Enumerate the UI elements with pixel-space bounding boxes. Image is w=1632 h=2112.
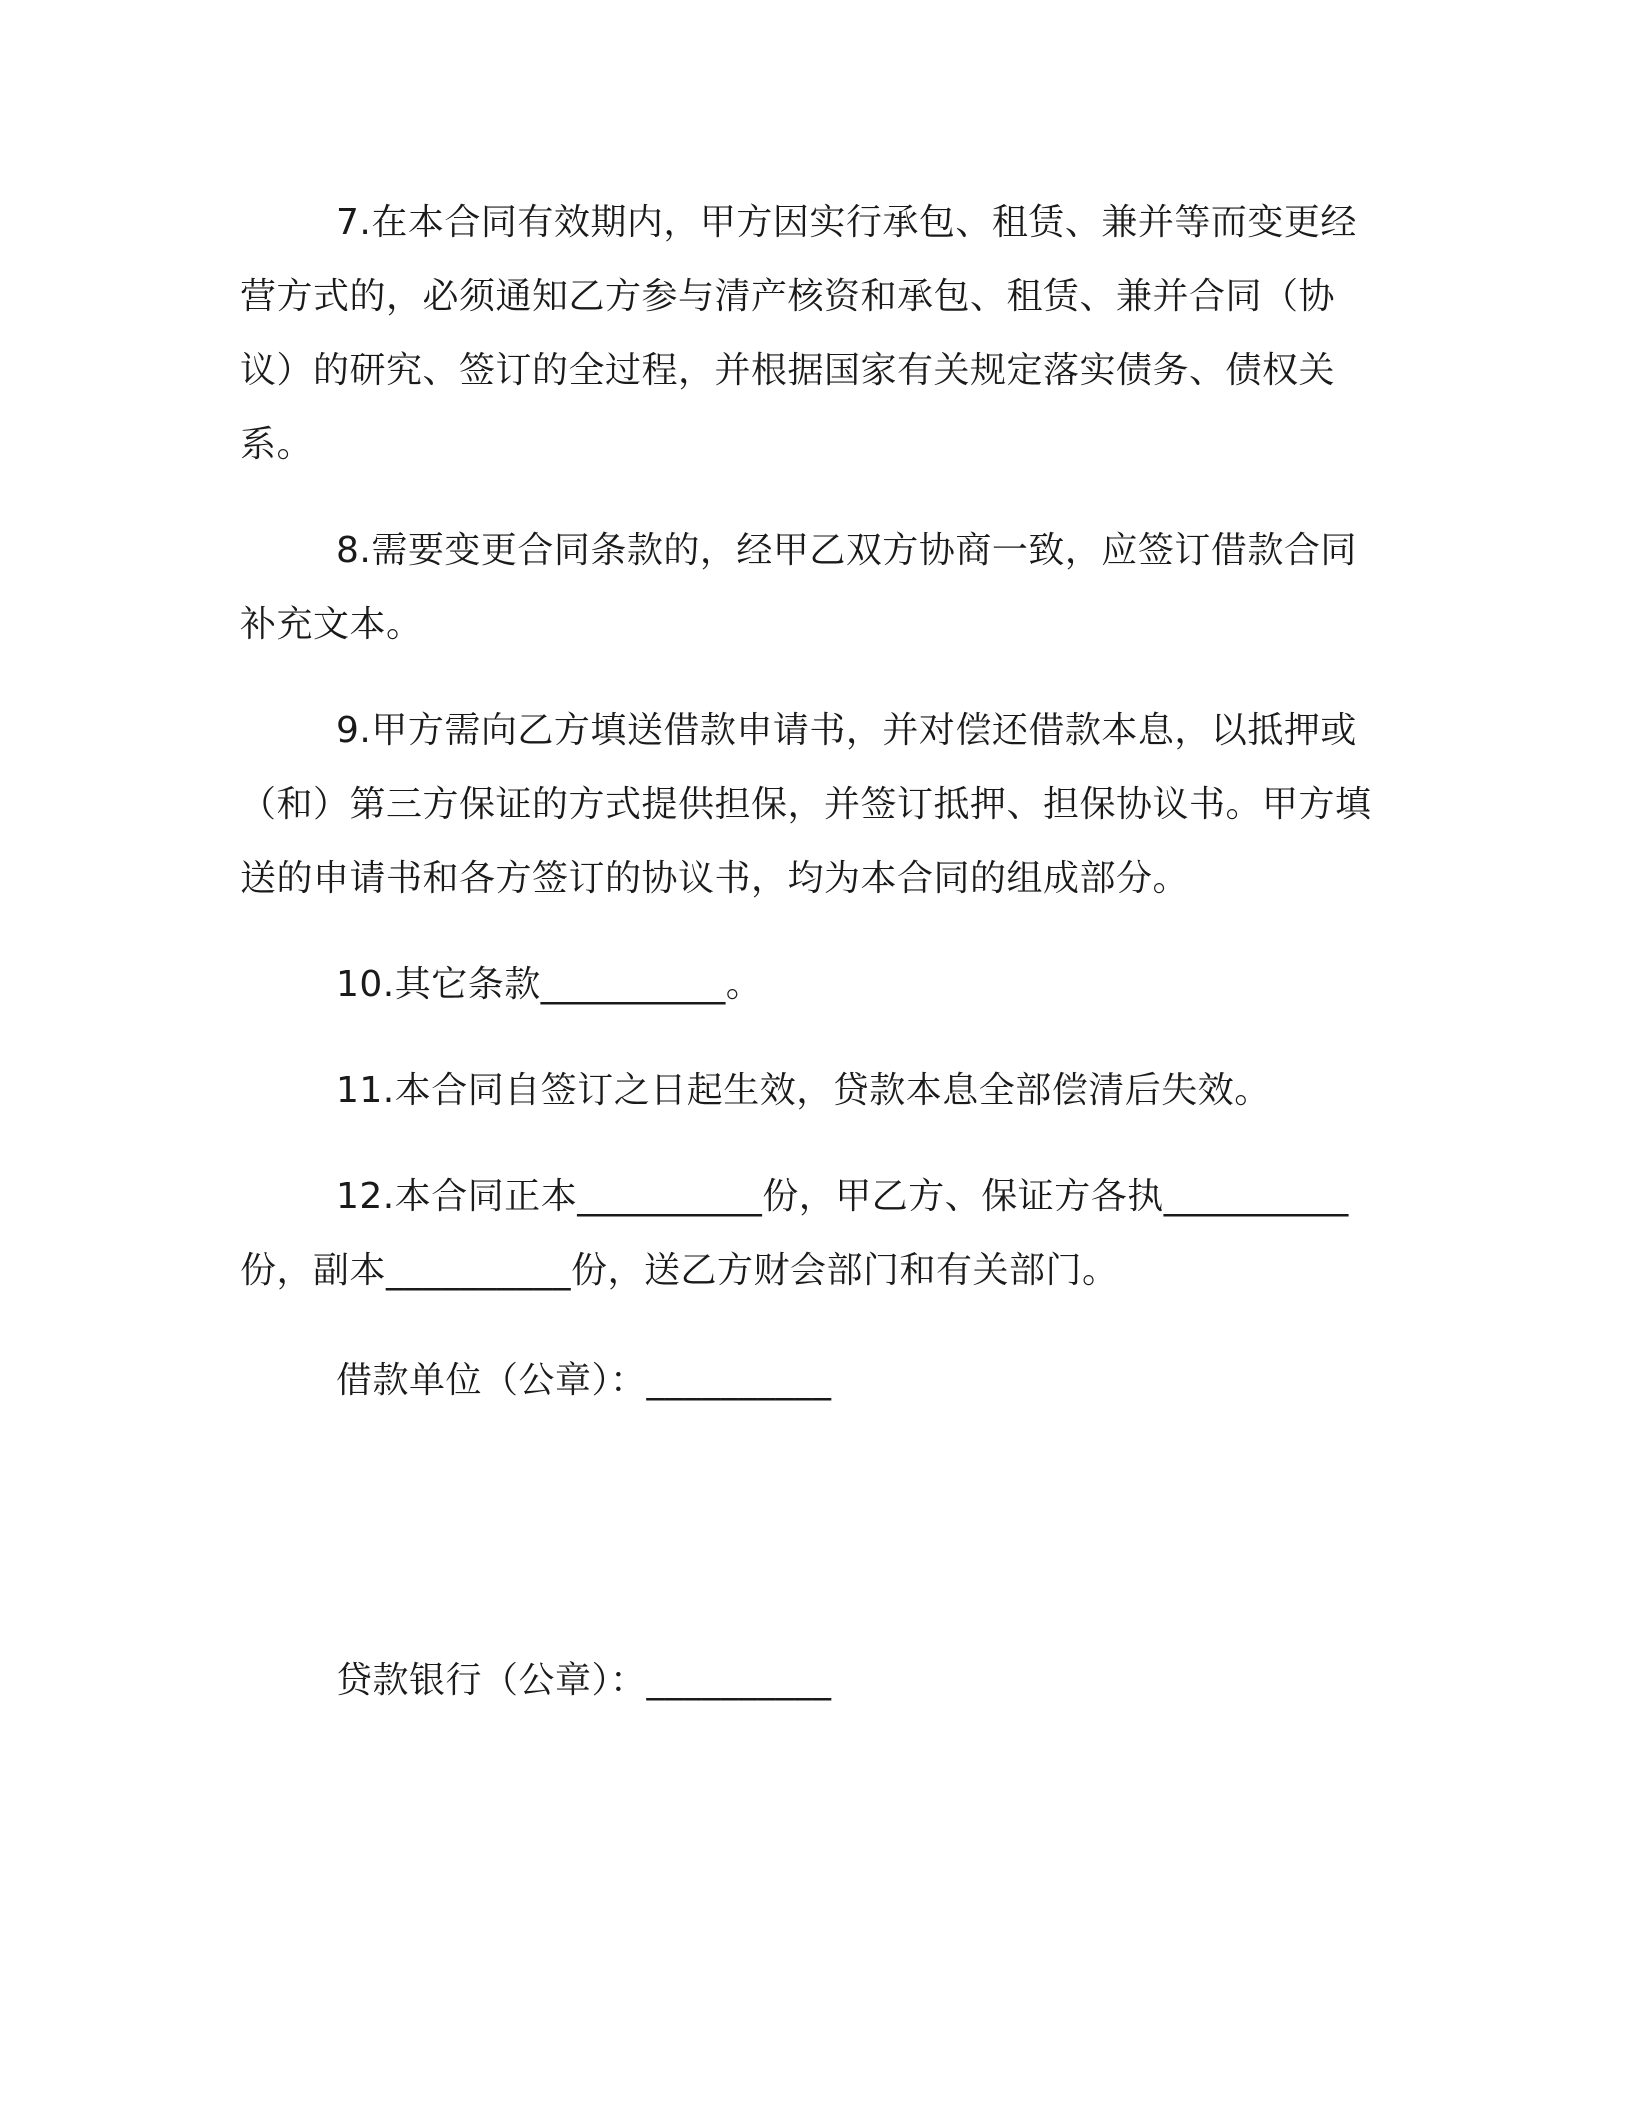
clause-11: 11.本合同自签订之日起生效，贷款本息全部偿清后失效。 [336,1070,1271,1111]
contract-clauses [240,186,1375,1308]
clause-9: 9.甲方需向乙方填送借款申请书，并对偿还借款本息，以抵押或（和）第三方保证的方式提供担保，并签订抵押、担保协议书。甲方填送的申请书和各方签订的协议书，均为本合同的组成部分。 [240,710,1372,899]
lender-signature-line: 贷款银行（公章）：__________ [336,1660,832,1701]
clause-12: 12.本合同正本__________份，甲乙方、保证方各执__________份，副本__________份，送乙方财会部门和有关部门。 [240,1176,1349,1291]
clause-10: 10.其它条款__________。 [336,964,763,1005]
clause-8: 8.需要变更合同条款的，经甲乙双方协商一致，应签订借款合同补充文本。 [240,530,1357,645]
borrower-signature-line: 借款单位（公章）：__________ [336,1360,832,1401]
clause-7: 7.在本合同有效期内，甲方因实行承包、租赁、兼并等而变更经营方式的，必须通知乙方参与清产核资和承包、租赁、兼并合同（协议）的研究、签订的全过程，并根据国家有关规定落实债务、债权关系。 [240,202,1357,465]
